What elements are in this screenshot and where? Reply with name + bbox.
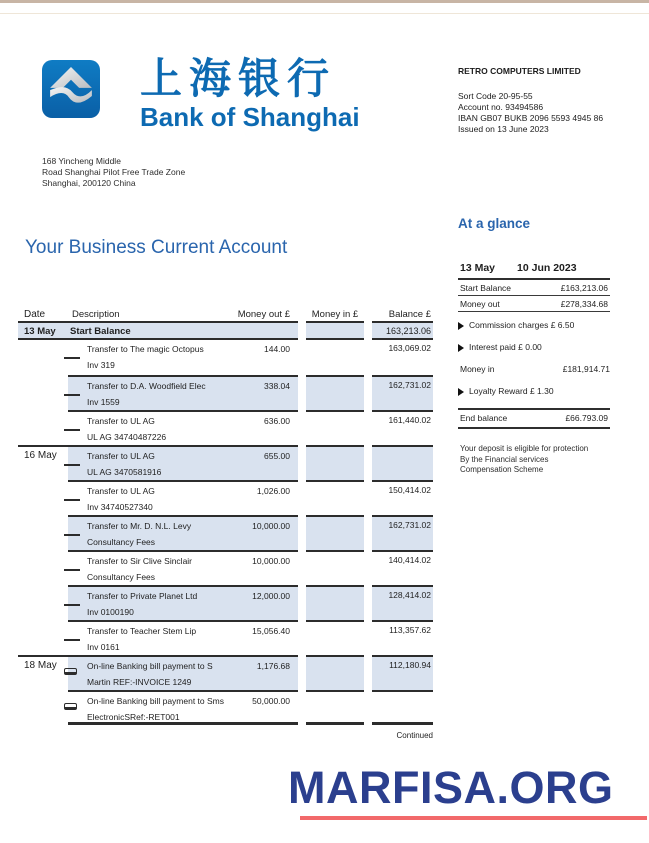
bank-logo [42, 60, 100, 118]
bank-name-chinese: 上海银行 [140, 55, 337, 102]
transaction-balance: 162,731.02 [372, 515, 433, 550]
page-title: Your Business Current Account [25, 237, 288, 258]
table-row [18, 375, 433, 410]
deposit-note-line: By the Financial services [460, 454, 549, 464]
summary-row-money-out [458, 296, 610, 312]
transaction-description [68, 375, 298, 410]
transaction-money-in [306, 690, 364, 725]
column-gutter [298, 306, 306, 323]
table-row [18, 340, 433, 375]
note-text: Loyalty Reward £ 1.30 [469, 386, 554, 396]
note-interest-paid [458, 342, 610, 362]
transaction-date [18, 550, 68, 585]
summary-label: Start Balance [460, 282, 512, 293]
table-row [18, 620, 433, 655]
end-balance-value: £66.793.09 [565, 413, 608, 423]
bank-logo-arrow-icon [42, 60, 100, 118]
transfer-icon [64, 569, 80, 571]
continued-label: Continued [396, 731, 433, 740]
watermark-underline [300, 816, 647, 820]
transaction-money-out: 10,000.00 [252, 556, 290, 566]
column-gutter [298, 655, 306, 690]
note-commission-charges [458, 320, 610, 340]
column-gutter [364, 340, 372, 375]
transaction-money-out: 12,000.00 [252, 591, 290, 601]
transaction-date: 16 May [18, 445, 68, 480]
transaction-description [68, 515, 298, 550]
summary-value: £278,334.68 [560, 298, 608, 309]
header-money-in: Money in £ [306, 306, 364, 323]
column-gutter [364, 655, 372, 690]
bank-address-line: Road Shanghai Pilot Free Trade Zone [42, 167, 186, 177]
transaction-balance: 128,414.02 [372, 585, 433, 620]
account-number: Account no. 93494586 [458, 102, 544, 112]
transfer-icon [64, 639, 80, 641]
transaction-money-in [306, 550, 364, 585]
deposit-note-line: Your deposit is eligible for protection [460, 444, 589, 453]
page-top-strip [0, 0, 649, 3]
transaction-money-out: 50,000.00 [252, 696, 290, 706]
period-start: 13 May [460, 262, 496, 274]
column-gutter [364, 375, 372, 410]
transaction-description [68, 340, 298, 375]
transaction-description [68, 655, 298, 690]
transaction-money-in [306, 375, 364, 410]
column-gutter [298, 690, 306, 725]
end-balance-label: End balance [460, 413, 508, 423]
transfer-icon [64, 464, 80, 466]
table-row [18, 410, 433, 445]
description-line2: Inv 34740527340 [87, 502, 153, 512]
watermark-text: MARFISA.ORG [288, 762, 614, 813]
at-a-glance-title: At a glance [458, 216, 531, 231]
description-line2: Inv 319 [87, 360, 115, 370]
description-line1: Transfer to Private Planet Ltd [87, 591, 198, 601]
header-description-moneyout [68, 306, 298, 323]
description-line1: On-line Banking bill payment to Sms [87, 696, 225, 706]
summary-notes [458, 320, 610, 406]
summary-row-start-balance [458, 280, 610, 296]
header-description: Description [72, 309, 120, 320]
transaction-date [18, 375, 68, 410]
transaction-date [18, 585, 68, 620]
transaction-balance: 140,414.02 [372, 550, 433, 585]
transfer-icon [64, 394, 80, 396]
transaction-money-in [306, 340, 364, 375]
transaction-description [68, 480, 298, 515]
transaction-money-out: 144.00 [264, 344, 290, 354]
column-gutter [364, 410, 372, 445]
transaction-date [18, 410, 68, 445]
transaction-money-out: 655.00 [264, 451, 290, 461]
description-line1: Transfer to Mr. D. N.L. Levy [87, 521, 192, 531]
column-gutter [364, 690, 372, 725]
transaction-balance: 163,069.02 [388, 343, 431, 353]
transaction-date [18, 690, 68, 725]
transaction-description [68, 445, 298, 480]
transaction-balance: 150,414.02 [372, 480, 433, 515]
header-money-out: Money out £ [237, 309, 290, 320]
transaction-balance: 112,180.94 [372, 655, 433, 690]
description-line1: Transfer to Sir Clive Sinclair [87, 556, 193, 566]
description-line2: Inv 1559 [87, 397, 120, 407]
column-gutter [298, 445, 306, 480]
transaction-money-out: 1,176.68 [256, 661, 290, 671]
description-line1: Transfer to The magic Octopus [87, 344, 204, 354]
header-balance: Balance £ [372, 306, 433, 323]
bullet-triangle-icon [458, 322, 464, 330]
bullet-triangle-icon [458, 344, 464, 352]
column-gutter [298, 340, 306, 375]
column-gutter [298, 480, 306, 515]
description-line1: Transfer to UL AG [87, 486, 155, 496]
transaction-money-in [306, 515, 364, 550]
description-line2: UL AG 3470581916 [87, 467, 162, 477]
description-line1: Transfer to D.A. Woodfield Elec [87, 381, 206, 391]
column-gutter [364, 323, 372, 340]
transaction-description [68, 585, 298, 620]
column-gutter [298, 585, 306, 620]
transactions-table [18, 306, 433, 725]
transaction-balance: 113,357.62 [372, 620, 433, 655]
note-value: £181,914.71 [562, 364, 610, 374]
summary-label: Money out [460, 298, 500, 309]
start-balance-row [18, 323, 433, 340]
transaction-money-out: 338.04 [264, 381, 290, 391]
transaction-money-in [306, 585, 364, 620]
table-row [18, 480, 433, 515]
transaction-balance: 161,440.02 [372, 410, 433, 445]
column-gutter [298, 515, 306, 550]
column-gutter [364, 585, 372, 620]
table-row [18, 655, 433, 690]
start-balance-money-in [306, 323, 364, 340]
column-gutter [298, 410, 306, 445]
transaction-date [18, 515, 68, 550]
column-gutter [298, 620, 306, 655]
table-row [18, 585, 433, 620]
table-row [18, 690, 433, 725]
iban: IBAN GB07 BUKB 2096 5593 4945 86 [458, 113, 604, 123]
sort-code: Sort Code 20-95-55 [458, 91, 533, 101]
transaction-balance [372, 690, 433, 725]
summary-row-end-balance [458, 408, 610, 429]
transaction-description [68, 620, 298, 655]
column-gutter [364, 515, 372, 550]
start-balance-label: Start Balance [68, 323, 298, 340]
column-gutter [364, 550, 372, 585]
column-gutter [364, 620, 372, 655]
transaction-money-in [306, 480, 364, 515]
transaction-money-out: 636.00 [264, 416, 290, 426]
column-gutter [364, 306, 372, 323]
column-gutter [298, 375, 306, 410]
note-money-in [458, 364, 610, 384]
transfer-icon [64, 499, 80, 501]
transaction-date [18, 480, 68, 515]
column-gutter [298, 550, 306, 585]
transaction-date [18, 340, 68, 375]
bank-address-line: Shanghai, 200120 China [42, 178, 136, 188]
table-header-row [18, 306, 433, 323]
description-line2: Consultancy Fees [87, 572, 156, 582]
description-line1: On-line Banking bill payment to S [87, 661, 213, 671]
start-balance-value: 163,213.06 [372, 323, 433, 340]
transactions-body [18, 340, 433, 725]
transaction-balance [372, 445, 433, 480]
deposit-protection-note [458, 444, 610, 476]
description-line2: Consultancy Fees [87, 537, 156, 547]
start-balance-date: 13 May [18, 323, 68, 340]
issued-date: Issued on 13 June 2023 [458, 124, 549, 134]
transfer-icon [64, 429, 80, 431]
description-line2: Martin REF:-INVOICE 1249 [87, 677, 192, 687]
table-row [18, 515, 433, 550]
period-end: 10 Jun 2023 [517, 262, 577, 274]
transaction-money-in [306, 410, 364, 445]
transfer-icon [64, 357, 80, 359]
online-banking-icon [64, 703, 77, 710]
bank-address-line: 168 Yincheng Middle [42, 156, 121, 166]
description-line2: ElectronicSRef:-RET001 [87, 712, 180, 722]
account-holder-name: RETRO COMPUTERS LIMITED [458, 66, 581, 76]
note-text: Money in [460, 364, 495, 374]
transaction-money-in [306, 655, 364, 690]
transaction-money-out: 1,026.00 [256, 486, 290, 496]
account-holder-block [458, 66, 603, 135]
transaction-money-in [306, 445, 364, 480]
note-text: Interest paid £ 0.00 [469, 342, 542, 352]
page-top-faint-line [0, 13, 649, 14]
column-gutter [298, 323, 306, 340]
transaction-description [68, 550, 298, 585]
transfer-icon [64, 604, 80, 606]
description-line2: Inv 0100190 [87, 607, 134, 617]
transaction-description [68, 410, 298, 445]
header-date: Date [18, 306, 68, 323]
bullet-triangle-icon [458, 388, 464, 396]
deposit-note-line: Compensation Scheme [460, 465, 544, 474]
table-row [18, 550, 433, 585]
bank-name-english: Bank of Shanghai [140, 102, 360, 132]
description-line2: Inv 0161 [87, 642, 120, 652]
transaction-date: 18 May [18, 655, 68, 690]
description-line2: UL AG 34740487226 [87, 432, 167, 442]
statement-period [458, 262, 610, 280]
transaction-money-out: 15,056.40 [252, 626, 290, 636]
note-text: Commission charges £ 6.50 [469, 320, 575, 330]
at-a-glance-panel [458, 216, 610, 476]
note-loyalty-reward [458, 386, 610, 406]
summary-value: £163,213.06 [560, 282, 608, 293]
column-gutter [364, 480, 372, 515]
bank-address [42, 156, 185, 189]
transaction-description [68, 690, 298, 725]
transfer-icon [64, 534, 80, 536]
transaction-money-out: 10,000.00 [252, 521, 290, 531]
online-banking-icon [64, 668, 77, 675]
column-gutter [364, 445, 372, 480]
transaction-money-in [306, 620, 364, 655]
description-line1: Transfer to Teacher Stem Lip [87, 626, 197, 636]
transaction-balance: 162,731.02 [372, 375, 433, 410]
description-line1: Transfer to UL AG [87, 416, 155, 426]
transaction-date [18, 620, 68, 655]
table-row [18, 445, 433, 480]
description-line1: Transfer to UL AG [87, 451, 155, 461]
